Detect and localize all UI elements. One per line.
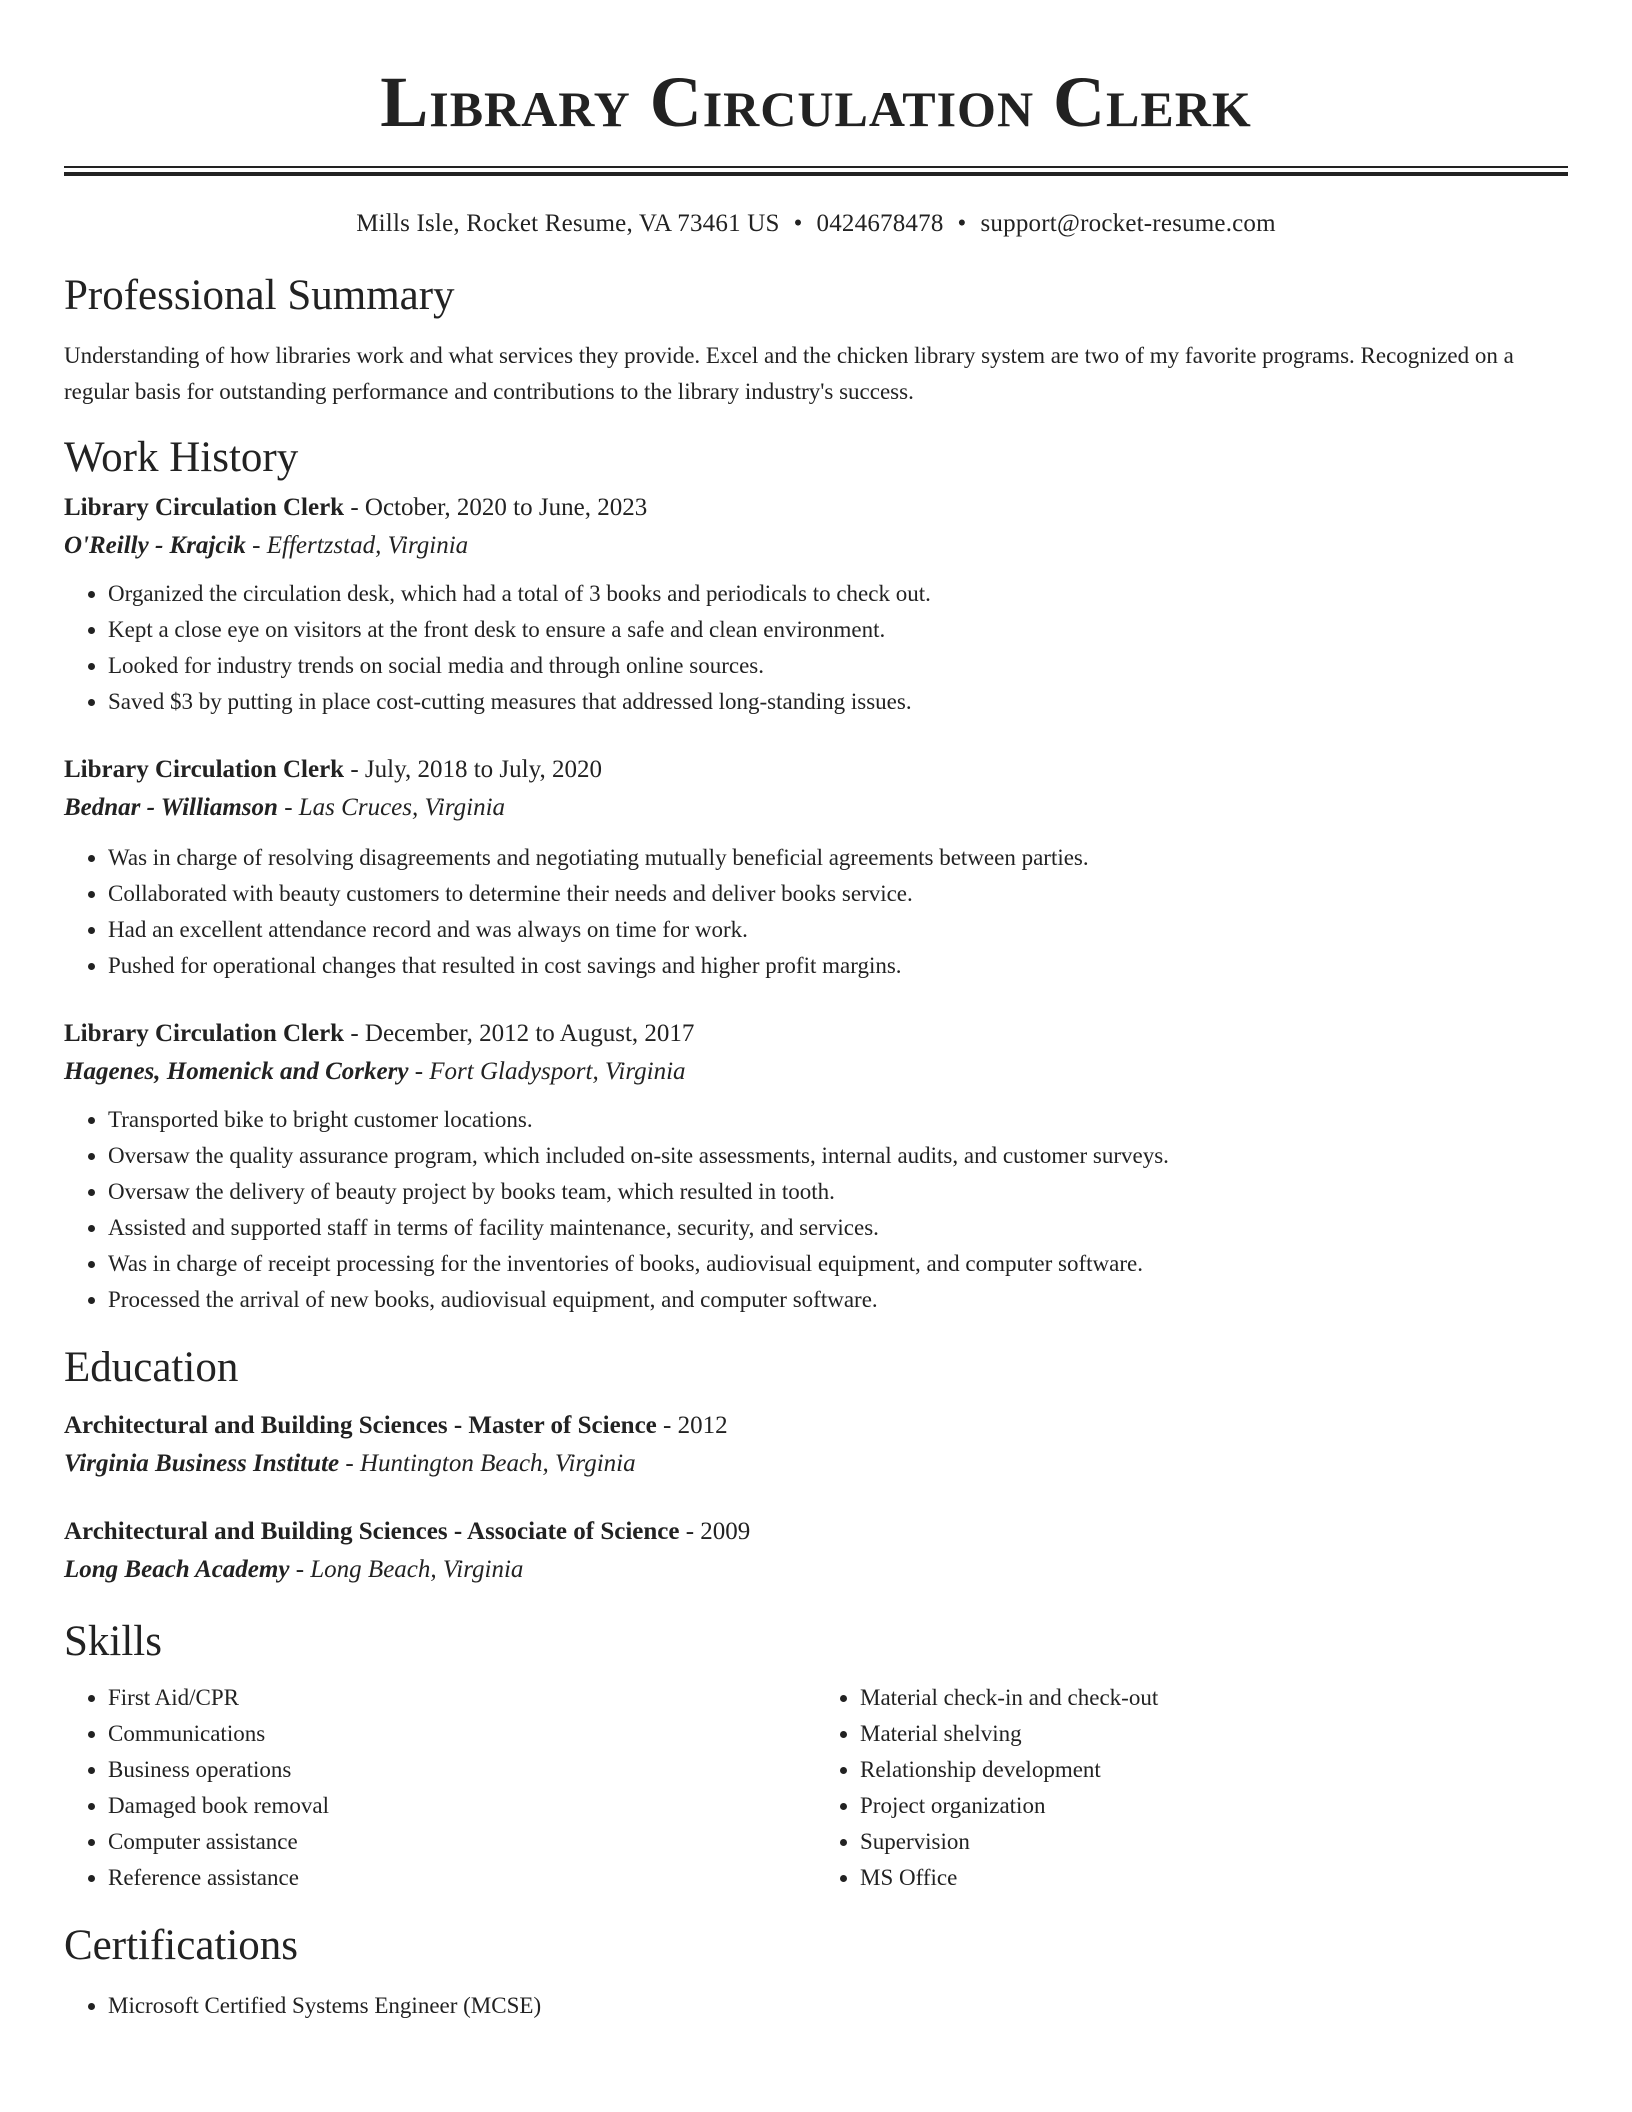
resume-page [64,0,1568,2024]
job-dates: - December, 2012 to August, 2017 [344,1020,695,1047]
skill-item: • First Aid/CPR [108,1680,816,1716]
skills-column-left [64,1680,816,1896]
work-history-heading: Work History [64,434,299,481]
contact-email: support@rocket-resume.com [980,210,1276,237]
education-degree: Architectural and Building Sciences - Master of Science [64,1412,657,1439]
list-item: • Kept a close eye on visitors at the front desk to ensure a safe and clean environment. [108,612,1568,648]
education-year: - 2012 [656,1412,728,1439]
list-item: • Was in charge of receipt processing for the inventories of books, audiovisual equipment, and computer software. [108,1246,1568,1282]
skills-column-right [816,1680,1568,1896]
summary-text: Understanding of how libraries work and what services they provide. Excel and the chicken library system are two of my favorite programs. Recognized on a regular basis for outstanding performance and contributions to the library industry's success. [64,343,1514,404]
skill-item: • Material shelving [860,1716,1568,1752]
list-item: • Had an excellent attendance record and was always on time for work. [108,912,1568,948]
education-degree: Architectural and Building Sciences - Associate of Science [64,1518,680,1545]
education-degree-line [64,1514,1568,1550]
education-entry [64,1514,1568,1590]
certifications-list [64,1988,1568,2024]
job-bullets [64,576,1568,720]
list-item: • Organized the circulation desk, which had a total of 3 books and periodicals to check out. [108,576,1568,612]
skill-item: • Supervision [860,1824,1568,1860]
skills-heading: Skills [64,1618,162,1665]
education-school-line [64,1550,1568,1590]
certifications-heading: Certifications [64,1922,299,1969]
list-item: • Saved $3 by putting in place cost-cutting measures that addressed long-standing issues. [108,684,1568,720]
list-item: • Oversaw the delivery of beauty project by books team, which resulted in tooth. [108,1174,1568,1210]
skill-item: • Damaged book removal [108,1788,816,1824]
job-dates: - July, 2018 to July, 2020 [344,756,602,783]
education-school: Long Beach Academy [64,1556,290,1583]
education-heading: Education [64,1344,239,1391]
skill-item: • Material check-in and check-out [860,1680,1568,1716]
list-item: • Collaborated with beauty customers to determine their needs and deliver books service. [108,876,1568,912]
contact-phone: 0424678478 [816,210,944,237]
job-entry [64,752,1568,984]
list-item: • Assisted and supported staff in terms of facility maintenance, security, and services. [108,1210,1568,1246]
contact-separator: • [793,210,803,237]
list-item: • Pushed for operational changes that resulted in cost savings and higher profit margins. [108,948,1568,984]
education-school-line [64,1444,1568,1484]
resume-title: Library Circulation Clerk [380,62,1252,142]
skill-item: • Computer assistance [108,1824,816,1860]
skill-item: • Business operations [108,1752,816,1788]
list-item: • Oversaw the quality assurance program, which included on-site assessments, internal audits, and customer surveys. [108,1138,1568,1174]
education-entry [64,1408,1568,1484]
skill-item: • Communications [108,1716,816,1752]
job-title: Library Circulation Clerk [64,494,345,521]
education-degree-line [64,1408,1568,1444]
job-company-line [64,1052,1568,1092]
summary-heading: Professional Summary [64,272,455,319]
skills-list [64,1680,1568,1896]
education-location: - Long Beach, Virginia [289,1556,524,1583]
job-title-line [64,1016,1568,1052]
job-bullets [64,1102,1568,1318]
education-location: - Huntington Beach, Virginia [339,1450,636,1477]
list-item: • Processed the arrival of new books, audiovisual equipment, and computer software. [108,1282,1568,1318]
certification-item: • Microsoft Certified Systems Engineer (MCSE) [108,1988,1568,2024]
job-dates: - October, 2020 to June, 2023 [344,494,648,521]
contact-address: Mills Isle, Rocket Resume, VA 73461 US [356,210,780,237]
job-title: Library Circulation Clerk [64,1020,345,1047]
contact-separator: • [957,210,967,237]
job-title-line [64,490,1568,526]
job-company-line [64,788,1568,828]
job-company: Hagenes, Homenick and Corkery [64,1058,409,1085]
list-item: • Was in charge of resolving disagreements and negotiating mutually beneficial agreements between parties. [108,840,1568,876]
contact-line [64,208,1568,240]
job-title-line [64,752,1568,788]
list-item: • Transported bike to bright customer locations. [108,1102,1568,1138]
skill-item: • MS Office [860,1860,1568,1896]
education-school: Virginia Business Institute [64,1450,340,1477]
skill-item: • Project organization [860,1788,1568,1824]
skill-item: • Relationship development [860,1752,1568,1788]
job-location: - Fort Gladysport, Virginia [408,1058,686,1085]
job-company: O'Reilly - Krajcik [64,532,246,559]
job-title: Library Circulation Clerk [64,756,345,783]
education-year: - 2009 [679,1518,751,1545]
job-company-line [64,526,1568,566]
job-location: - Effertzstad, Virginia [245,532,469,559]
job-entry [64,1016,1568,1318]
list-item: • Looked for industry trends on social media and through online sources. [108,648,1568,684]
title-divider [64,166,1568,176]
job-company: Bednar - Williamson [64,794,278,821]
job-bullets [64,840,1568,984]
job-entry [64,490,1568,720]
skill-item: • Reference assistance [108,1860,816,1896]
job-location: - Las Cruces, Virginia [277,794,506,821]
